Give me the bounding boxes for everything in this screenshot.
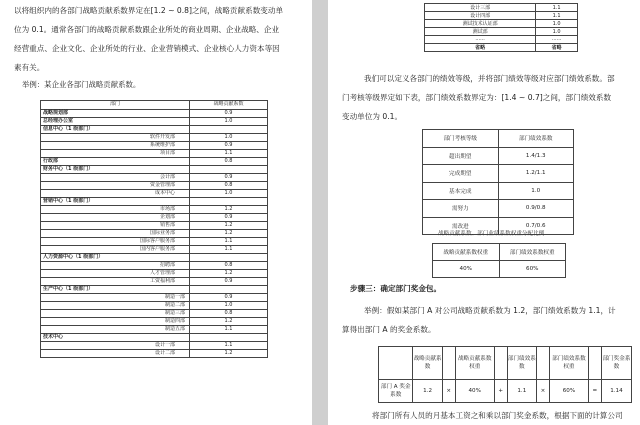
table-row (425, 12, 578, 20)
department-name-cell: 设计一部 (41, 341, 190, 349)
department-name-cell: 设计三部 (425, 4, 536, 12)
contribution-value-cell: 1.0 (190, 301, 268, 309)
level-name-cell: 完成期望 (423, 165, 499, 183)
calc-row-label: 部门 A 奖金系数 (379, 380, 413, 403)
contribution-value-cell: 1.1 (536, 4, 578, 12)
department-name-cell: 战略规划部 (41, 109, 190, 117)
table-header-cell: 部门绩效系数 (498, 130, 574, 148)
page-gutter (312, 0, 328, 425)
calc-header-cell: 部门奖金系数 (601, 347, 631, 380)
calc-header-cell: 战略贡献系数 (413, 347, 442, 380)
contribution-value-cell: 1.2 (190, 349, 268, 357)
contribution-value-cell: 0.9 (190, 109, 268, 117)
level-name-cell: 超出期望 (423, 147, 499, 165)
bottom-paragraph-line: 将部门所有人员的月基本工资之和乘以部门奖金系数，根据下面的计算公司 (372, 411, 623, 420)
contribution-value-cell: 1.1 (190, 325, 268, 333)
intro-paragraph (14, 1, 302, 77)
table-row (41, 109, 268, 117)
table-row (425, 28, 578, 36)
contribution-value-cell: 0.9 (190, 277, 268, 285)
step-three-heading: 步骤三：确定部门奖金包。 (350, 284, 442, 293)
contribution-value-cell: 0.8 (190, 261, 268, 269)
department-name-cell: 测试部 (425, 28, 536, 36)
department-name-cell: 项目部 (41, 149, 190, 157)
calc-header-cell: 部门绩效系数权重 (549, 347, 588, 380)
table-row (41, 229, 268, 237)
department-name-cell: 设计二部 (41, 349, 190, 357)
contribution-value-cell: 1.0 (536, 28, 578, 36)
department-name-cell: 招聘部 (41, 261, 190, 269)
intro-paragraph-line: 经营重点、企业文化、企业所处的行业、企业营销模式、企业核心人力资本等因 (14, 44, 280, 53)
department-name-cell: 资金管理部 (41, 181, 190, 189)
contribution-value-cell: 0.9 (190, 293, 268, 301)
department-name-cell: 测试技术认证部 (425, 20, 536, 28)
department-name-cell: 技术中心 (41, 333, 190, 341)
table-header-row (423, 130, 574, 148)
performance-paragraph-line: 变动单位为 0.1。 (342, 112, 403, 121)
ratio-value-performance: 60% (499, 261, 566, 278)
contribution-value-cell: 1.2 (190, 317, 268, 325)
department-name-cell: 成本中心 (41, 189, 190, 197)
department-name-cell: 制造一部 (41, 293, 190, 301)
table-row (41, 285, 268, 293)
performance-level-paragraph (342, 69, 630, 126)
contribution-value-cell (190, 285, 268, 293)
department-name-cell: 会计部 (41, 173, 190, 181)
contribution-value-cell: 0.8 (190, 157, 268, 165)
table-header-row (41, 101, 268, 110)
contribution-value-cell: 1.1 (536, 12, 578, 20)
table-row (41, 277, 268, 285)
table-row (425, 36, 578, 44)
contribution-value-cell (190, 333, 268, 341)
department-name-cell: 销售部 (41, 221, 190, 229)
table-row (41, 317, 268, 325)
department-name-cell: 总经理办公室 (41, 117, 190, 125)
department-name-cell: 人才管理部 (41, 269, 190, 277)
department-contribution-table (40, 100, 268, 358)
department-table-continued (424, 3, 578, 52)
table-row (41, 117, 268, 125)
table-row (41, 269, 268, 277)
table-header-cell: 部门考核等级 (423, 130, 499, 148)
table-row (41, 245, 268, 253)
table-row (41, 125, 268, 133)
level-name-cell: 基本完成 (423, 182, 499, 200)
table-header-cell: 战略贡献系数 (190, 101, 268, 110)
example-calculation-paragraph (342, 301, 630, 339)
calc-value-cell: 1.14 (601, 380, 631, 403)
intro-paragraph-line: 位为 0.1。通常各部门的战略贡献系数跟企业所处的商业周期、企业战略、企业 (14, 25, 280, 34)
department-name-cell: ······ (425, 36, 536, 44)
calc-value-cell: = (588, 380, 601, 403)
table-row (41, 133, 268, 141)
table-row (423, 165, 574, 183)
contribution-value-cell (190, 253, 268, 261)
ratio-table-caption: 战略贡献系数、部门业绩系数权重分配比例 (438, 231, 545, 237)
calc-header-cell (536, 347, 549, 380)
performance-paragraph-line: 门考核等级界定如下表，部门绩效系数界定为：[1.4 ~ 0.7]之间，部门绩效系数 (342, 93, 612, 102)
department-name-cell: 生产中心（1 级部门） (41, 285, 190, 293)
ratio-value-strategy: 40% (433, 261, 500, 278)
contribution-value-cell: 0.9 (190, 173, 268, 181)
example-label: 举例：某企业各部门战略贡献系数。 (22, 80, 141, 89)
contribution-value-cell: 1.2 (190, 221, 268, 229)
department-name-cell: 国内客户服务部 (41, 245, 190, 253)
contribution-value-cell: 省略 (536, 44, 578, 52)
weight-ratio-table (432, 243, 566, 278)
table-row (41, 189, 268, 197)
level-coefficient-cell: 1.2/1.1 (498, 165, 574, 183)
performance-paragraph-line: 我们可以定义各部门的绩效等级，并将部门绩效等级对应部门绩效系数。部 (364, 74, 615, 83)
department-name-cell: 工资福利部 (41, 277, 190, 285)
table-row (41, 165, 268, 173)
ratio-header-performance: 部门绩效系数权重 (499, 244, 566, 261)
department-name-cell: 财务中心（1 级部门） (41, 165, 190, 173)
calc-header-cell (494, 347, 507, 380)
level-coefficient-cell: 0.9/0.8 (498, 200, 574, 218)
department-name-cell: 市场部 (41, 205, 190, 213)
table-row (425, 44, 578, 52)
table-row (41, 333, 268, 341)
calc-header-cell (379, 347, 413, 380)
table-row (41, 221, 268, 229)
contribution-value-cell (190, 125, 268, 133)
contribution-value-cell: 1.2 (190, 229, 268, 237)
contribution-value-cell: 0.8 (190, 181, 268, 189)
department-name-cell: 信息中心（1 级部门） (41, 125, 190, 133)
contribution-value-cell: 1.0 (190, 189, 268, 197)
contribution-value-cell: 1.2 (190, 205, 268, 213)
contribution-value-cell: 1.1 (190, 245, 268, 253)
table-header-cell: 部门 (41, 101, 190, 110)
table-row (41, 141, 268, 149)
intro-paragraph-line: 以将组织内的各部门战略贡献系数界定在[1.2 ~ 0.8]之间，战略贡献系数变动单 (14, 6, 284, 15)
department-name-cell: 省略 (425, 44, 536, 52)
table-row (41, 325, 268, 333)
department-name-cell: 行政部 (41, 157, 190, 165)
contribution-value-cell: 1.0 (190, 133, 268, 141)
contribution-value-cell (190, 165, 268, 173)
department-name-cell: 设计四部 (425, 12, 536, 20)
department-name-cell: 软件开发部 (41, 133, 190, 141)
contribution-value-cell: 1.1 (190, 237, 268, 245)
table-row (425, 4, 578, 12)
department-name-cell: 系统维护部 (41, 141, 190, 149)
department-name-cell: 制造四部 (41, 317, 190, 325)
contribution-value-cell (190, 197, 268, 205)
department-name-cell: 制造三部 (41, 309, 190, 317)
department-name-cell: 国际业务部 (41, 229, 190, 237)
level-coefficient-cell: 0.7/0.6 (498, 217, 574, 235)
example-paragraph-line: 算得出部门 A 的奖金系数。 (342, 325, 436, 334)
table-row (423, 200, 574, 218)
table-row (41, 237, 268, 245)
contribution-value-cell: 0.8 (190, 309, 268, 317)
table-row (425, 20, 578, 28)
level-coefficient-cell: 1.0 (498, 182, 574, 200)
contribution-value-cell: 1.1 (190, 341, 268, 349)
table-row (41, 341, 268, 349)
ratio-header-strategy: 战略贡献系数权重 (433, 244, 500, 261)
calc-value-cell: 1.1 (507, 380, 536, 403)
table-row (41, 309, 268, 317)
table-row (41, 261, 268, 269)
calc-header-cell (442, 347, 455, 380)
calc-value-cell: × (536, 380, 549, 403)
table-row (41, 253, 268, 261)
table-row (41, 149, 268, 157)
contribution-value-cell: 1.0 (190, 117, 268, 125)
table-row (41, 181, 268, 189)
level-name-cell: 需改进 (423, 217, 499, 235)
calc-value-cell: × (442, 380, 455, 403)
calc-value-cell: + (494, 380, 507, 403)
table-row (41, 197, 268, 205)
department-name-cell: 国际客户服务部 (41, 237, 190, 245)
level-coefficient-cell: 1.4/1.3 (498, 147, 574, 165)
contribution-value-cell: 1.0 (536, 20, 578, 28)
level-name-cell: 需努力 (423, 200, 499, 218)
contribution-value-cell: ······ (536, 36, 578, 44)
table-row (41, 157, 268, 165)
department-name-cell: 制造五部 (41, 325, 190, 333)
contribution-value-cell: 1.2 (190, 269, 268, 277)
contribution-value-cell: 0.9 (190, 141, 268, 149)
right-document-page (328, 0, 640, 425)
department-name-cell: 企划部 (41, 213, 190, 221)
table-row (41, 349, 268, 357)
table-row (41, 293, 268, 301)
table-row (41, 213, 268, 221)
department-name-cell: 人力资源中心（1 级部门） (41, 253, 190, 261)
contribution-value-cell: 0.9 (190, 213, 268, 221)
performance-level-table (422, 129, 574, 235)
intro-paragraph-line: 素有关。 (14, 63, 45, 72)
calc-value-cell: 40% (455, 380, 494, 403)
contribution-value-cell: 1.1 (190, 149, 268, 157)
table-row (423, 147, 574, 165)
table-row (41, 301, 268, 309)
example-paragraph-line: 举例：假如某部门 A 对公司战略贡献系数为 1.2，部门绩效系数为 1.1，计 (364, 306, 616, 315)
calc-value-cell: 1.2 (413, 380, 442, 403)
calc-header-cell: 战略贡献系数权重 (455, 347, 494, 380)
department-name-cell: 制造二部 (41, 301, 190, 309)
table-row (41, 205, 268, 213)
calc-value-cell: 60% (549, 380, 588, 403)
bonus-coefficient-table (378, 346, 632, 403)
table-row (423, 182, 574, 200)
table-row (41, 173, 268, 181)
left-document-page (0, 0, 312, 425)
department-name-cell: 营销中心（1 级部门） (41, 197, 190, 205)
calc-header-cell: 部门绩效系数 (507, 347, 536, 380)
calc-header-cell (588, 347, 601, 380)
